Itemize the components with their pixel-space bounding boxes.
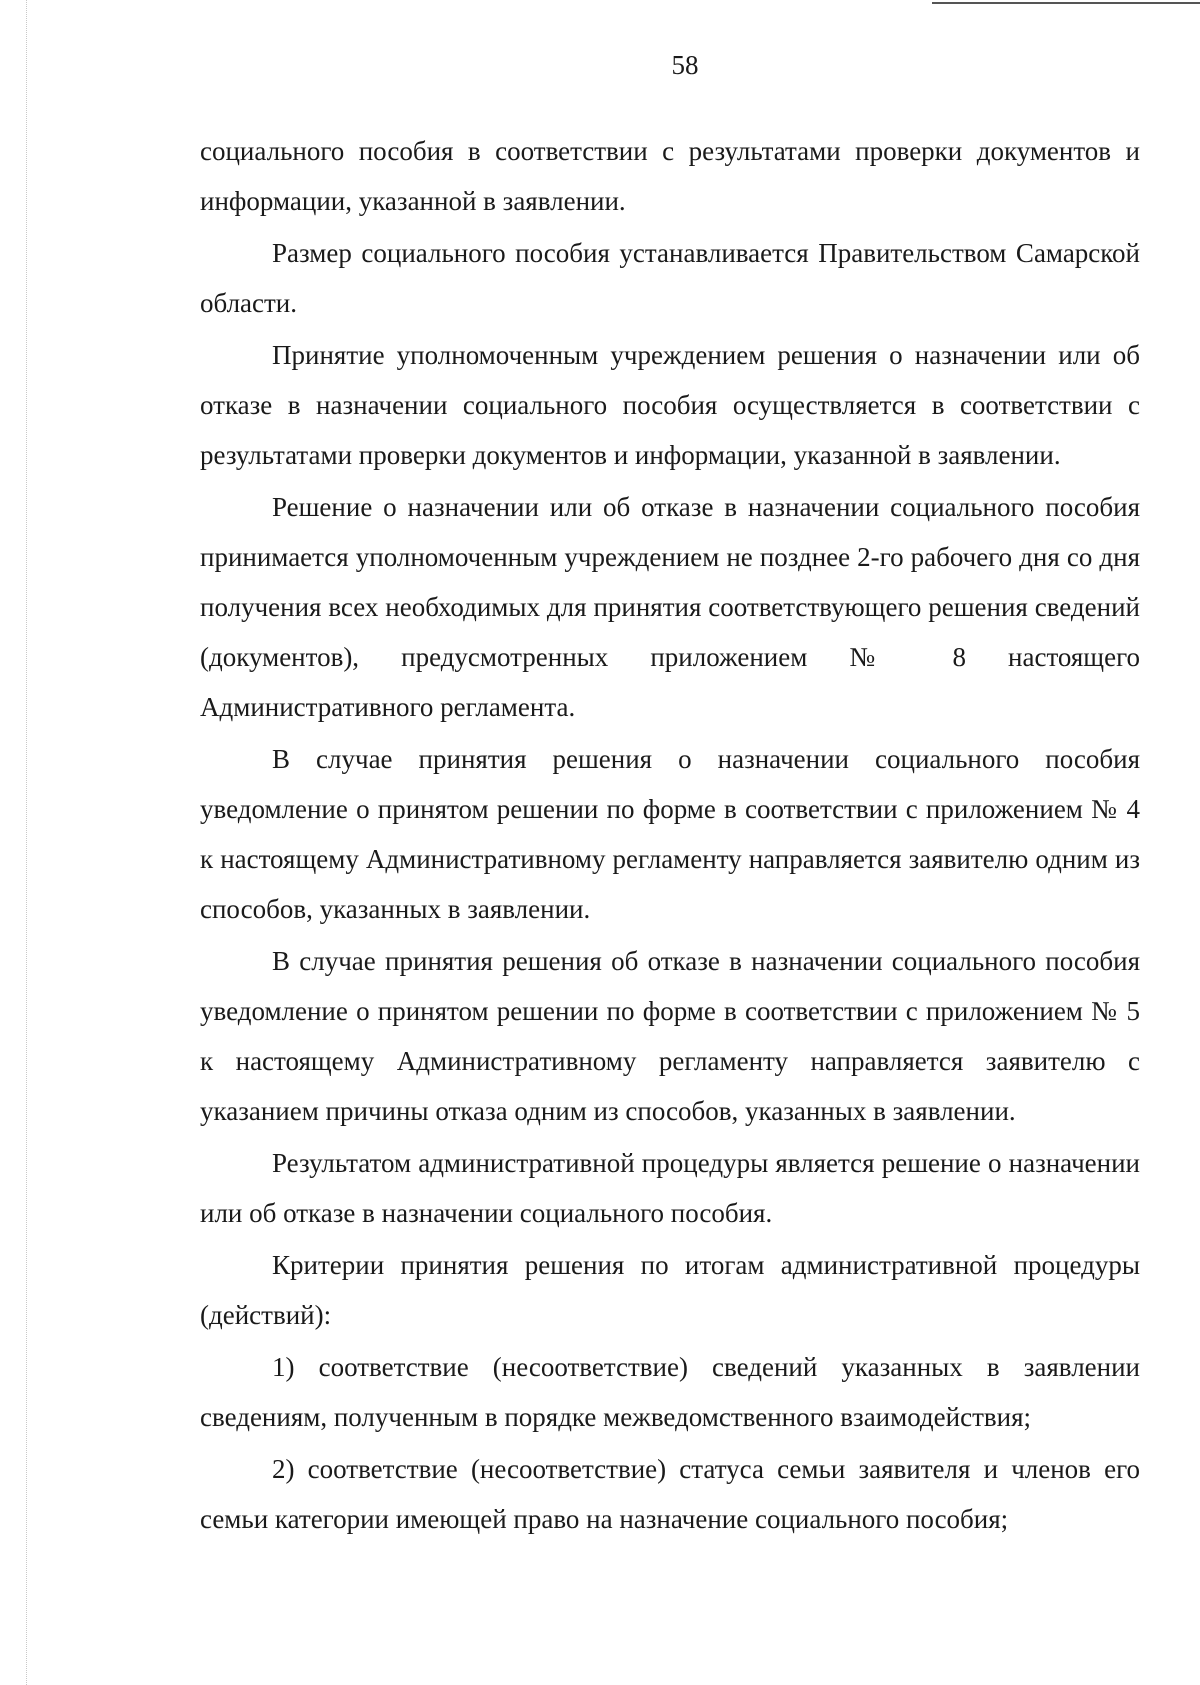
page-number: 58 (671, 50, 699, 80)
paragraph-approval-notice: В случае принятия решения о назначении социального пособия уведомление о принятом решении по форме в соответствии с приложением № 4 к настоящему Административному регламенту направляется заявителю одним из способов, указанных в заявлении. (200, 744, 1140, 924)
paragraph-decision-adoption: Принятие уполномоченным учреждением решения о назначении или об отказе в назначении социального пособия осуществляется в соответствии с результатами проверки документов и информации, указанной в заявлении. (200, 340, 1140, 470)
list-item-criterion-2: 2) соответствие (несоответствие) статуса семьи заявителя и членов его семьи категории имеющей право на назначение социального пособия; (200, 1454, 1140, 1534)
paragraph-decision-criteria: Критерии принятия решения по итогам административной процедуры (действий): (200, 1250, 1140, 1330)
paragraph-procedure-result: Результатом административной процедуры является решение о назначении или об отказе в назначении социального пособия. (200, 1148, 1140, 1228)
list-item-criterion-1: 1) соответствие (несоответствие) сведений указанных в заявлении сведениям, полученным в порядке межведомственного взаимодействия; (200, 1352, 1140, 1432)
document-body (200, 126, 1140, 1546)
scan-top-rule (932, 2, 1200, 4)
paragraph-decision-deadline: Решение о назначении или об отказе в назначении социального пособия принимается уполномоченным учреждением не позднее 2-го рабочего дня со дня получения всех необходимых для принятия соответствующего решения сведений (документов), предусмотренных приложением № 8 настоящего Административного регламента. (200, 492, 1140, 722)
scan-left-edge (26, 0, 27, 1685)
paragraph-benefit-amount: Размер социального пособия устанавливается Правительством Самарской области. (200, 238, 1140, 318)
paragraph-continuation: социального пособия в соответствии с результатами проверки документов и информации, указанной в заявлении. (200, 136, 1140, 216)
paragraph-refusal-notice: В случае принятия решения об отказе в назначении социального пособия уведомление о принятом решении по форме в соответствии с приложением № 5 к настоящему Административному регламенту направляется заявителю с указанием причины отказа одним из способов, указанных в заявлении. (200, 946, 1140, 1126)
